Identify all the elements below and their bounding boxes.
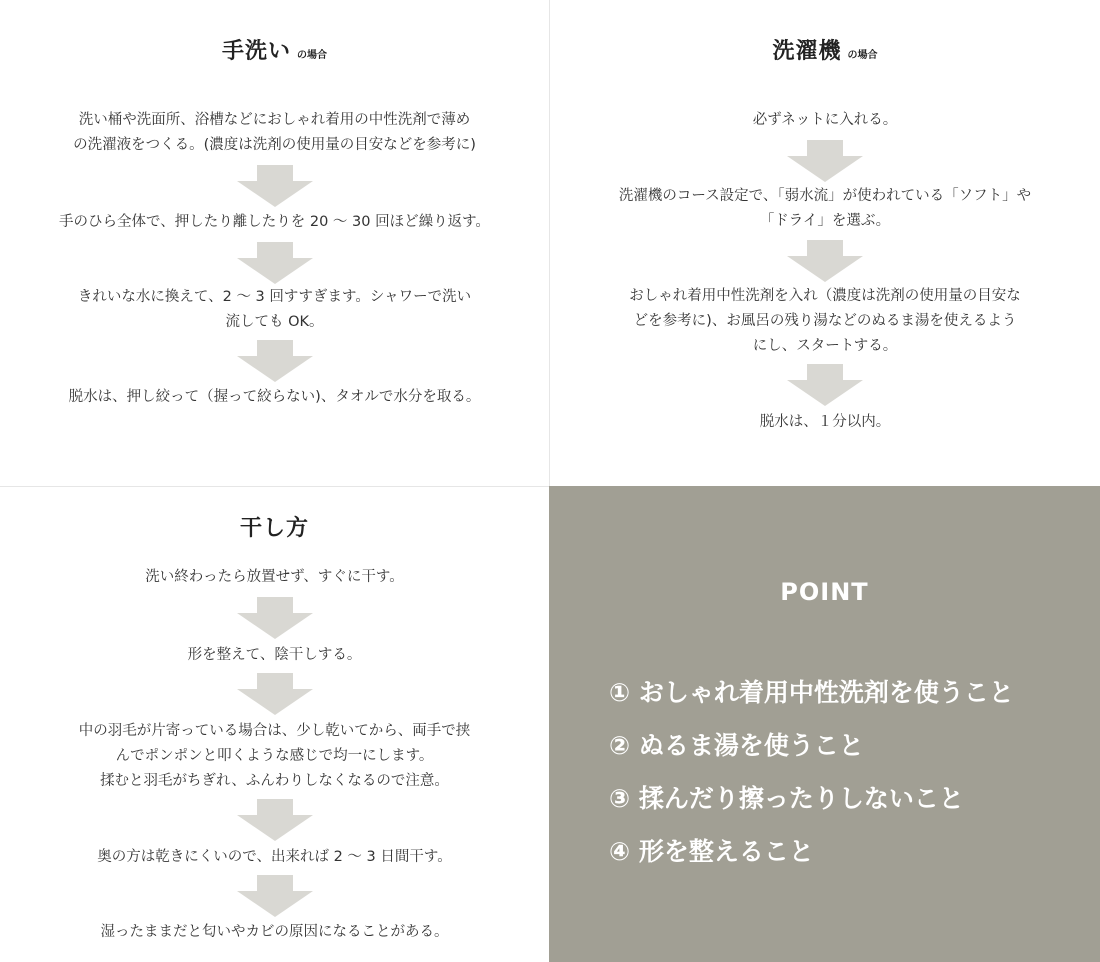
point-item: ④ 形を整えること bbox=[609, 837, 814, 866]
point-list bbox=[609, 666, 1014, 878]
drying-step-5 bbox=[0, 920, 549, 945]
step-line: の洗濯液をつくる。(濃度は洗剤の使用量の目安などを参考に) bbox=[73, 137, 476, 153]
step-line: 脱水は、押し絞って（握って絞らない)、タオルで水分を取る。 bbox=[68, 389, 481, 405]
down-arrow-icon bbox=[787, 240, 863, 282]
hand-wash-step-4 bbox=[0, 385, 549, 410]
down-arrow-icon bbox=[237, 242, 313, 284]
step-line: にし、スタートする。 bbox=[752, 338, 898, 354]
step-line: 形を整えて、陰干しする。 bbox=[187, 647, 362, 663]
machine-wash-title: 洗濯機 bbox=[772, 39, 842, 64]
drying-heading bbox=[0, 511, 549, 542]
drying-step-3 bbox=[0, 719, 549, 794]
step-line: 洗濯機のコース設定で、「弱水流」が使われている「ソフト」や bbox=[618, 188, 1032, 204]
step-line: 湿ったままだと匂いやカビの原因になることがある。 bbox=[100, 924, 449, 940]
drying-step-1 bbox=[0, 565, 549, 590]
machine-wash-step-2 bbox=[550, 184, 1100, 234]
step-line: んでポンポンと叩くような感じで均一にします。 bbox=[115, 748, 434, 764]
point-box bbox=[549, 486, 1100, 962]
machine-wash-title-suffix: の場合 bbox=[847, 50, 878, 61]
step-line: 必ずネットに入れる。 bbox=[752, 112, 898, 128]
point-title: POINT bbox=[780, 578, 869, 606]
down-arrow-icon bbox=[787, 364, 863, 406]
machine-wash-step-1 bbox=[550, 108, 1100, 133]
point-item: ① おしゃれ着用中性洗剤を使うこと bbox=[609, 678, 1014, 707]
step-line: 手のひら全体で、押したり離したりを 20 ～ 30 回ほど繰り返す。 bbox=[59, 214, 490, 230]
hand-wash-step-1 bbox=[0, 108, 549, 158]
step-line: 揉むと羽毛がちぎれ、ふんわりしなくなるので注意。 bbox=[100, 773, 449, 789]
step-line: どを参考に)、お風呂の残り湯などのぬるま湯を使えるよう bbox=[633, 313, 1017, 329]
down-arrow-icon bbox=[237, 875, 313, 917]
step-line: 奥の方は乾きにくいので、出来れば 2 ～ 3 日間干す。 bbox=[97, 849, 452, 865]
down-arrow-icon bbox=[237, 165, 313, 207]
down-arrow-icon bbox=[237, 340, 313, 382]
step-line: 流しても OK。 bbox=[225, 314, 324, 330]
down-arrow-icon bbox=[237, 673, 313, 715]
down-arrow-icon bbox=[787, 140, 863, 182]
hand-wash-step-3 bbox=[0, 285, 549, 335]
machine-wash-heading bbox=[550, 34, 1100, 65]
hand-wash-step-2 bbox=[0, 210, 549, 235]
drying-step-4 bbox=[0, 845, 549, 870]
step-line: 脱水は、１分以内。 bbox=[759, 414, 891, 430]
point-item: ② ぬるま湯を使うこと bbox=[609, 731, 864, 760]
hand-wash-title-suffix: の場合 bbox=[297, 50, 327, 61]
step-line: 洗い終わったら放置せず、すぐに干す。 bbox=[145, 569, 404, 585]
hand-wash-section bbox=[0, 0, 549, 486]
point-item: ③ 揉んだり擦ったりしないこと bbox=[609, 784, 964, 813]
drying-title: 干し方 bbox=[239, 516, 309, 541]
down-arrow-icon bbox=[237, 799, 313, 841]
hand-wash-title: 手洗い bbox=[221, 39, 291, 64]
drying-step-2 bbox=[0, 643, 549, 668]
hand-wash-heading bbox=[0, 34, 549, 65]
step-line: おしゃれ着用中性洗剤を入れ（濃度は洗剤の使用量の目安な bbox=[629, 288, 1021, 304]
step-line: 中の羽毛が片寄っている場合は、少し乾いてから、両手で挟 bbox=[78, 723, 471, 739]
drying-section bbox=[0, 486, 549, 962]
down-arrow-icon bbox=[237, 597, 313, 639]
machine-wash-section bbox=[549, 0, 1100, 486]
step-line: 「ドライ」を選ぶ。 bbox=[759, 213, 891, 229]
step-line: きれいな水に換えて、2 ～ 3 回すすぎます。シャワーで洗い bbox=[77, 289, 472, 305]
machine-wash-step-4 bbox=[550, 410, 1100, 435]
machine-wash-step-3 bbox=[550, 284, 1100, 359]
step-line: 洗い桶や洗面所、浴槽などにおしゃれ着用の中性洗剤で薄め bbox=[78, 112, 471, 128]
